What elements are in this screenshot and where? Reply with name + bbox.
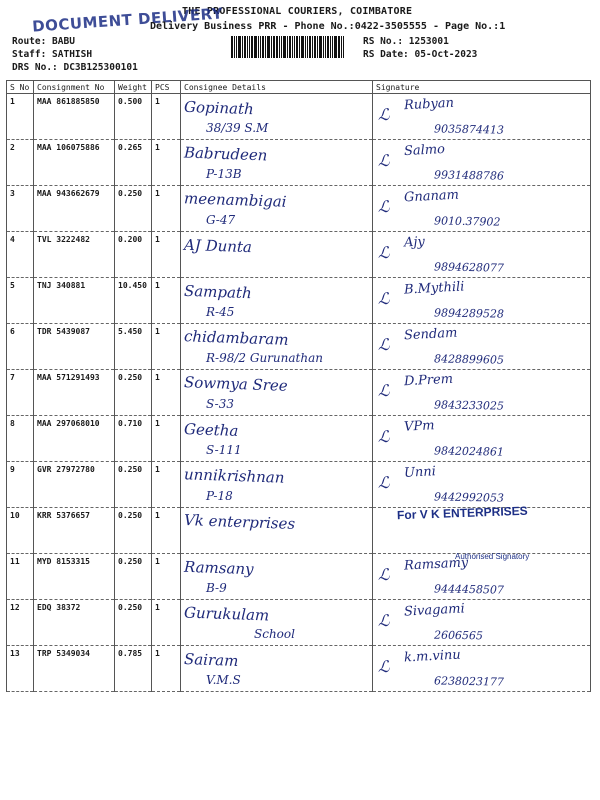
consignee-door-number: S-111: [206, 443, 242, 457]
table-row: [7, 646, 591, 692]
rs-date: RS Date: 05-Oct-2023: [363, 49, 478, 60]
weight-cell: 0.500: [115, 94, 152, 140]
consignee-door-number: 38/39 S.M: [206, 121, 269, 135]
signature-phone: 9894289528: [433, 306, 505, 321]
consignee-details-cell: [181, 646, 373, 692]
signature-mark-icon: ℒ: [378, 289, 390, 308]
consignee-details-cell: [181, 554, 373, 600]
signature-name: Unni: [403, 464, 437, 481]
consignment-number-cell: KRR 5376657: [34, 508, 115, 554]
consignee-name: unnikrishnan: [183, 465, 285, 487]
consignment-number-cell: TRP 5349034: [34, 646, 115, 692]
serial-number-cell: 13: [7, 646, 34, 692]
consignee-door-number: R-98/2 Gurunathan: [206, 351, 323, 365]
signature-cell: [373, 600, 591, 646]
signature-cell: [373, 416, 591, 462]
serial-number-cell: 4: [7, 232, 34, 278]
signature-phone: 2606565: [433, 628, 484, 643]
consignee-details-cell: [181, 324, 373, 370]
weight-cell: 0.250: [115, 508, 152, 554]
signature-name: Gnanam: [403, 187, 460, 206]
pcs-cell: 1: [152, 324, 181, 370]
table-row: [7, 370, 591, 416]
table-row: [7, 94, 591, 140]
consignee-door-number: School: [254, 627, 295, 641]
table-row: [7, 186, 591, 232]
signature-phone: 9035874413: [433, 122, 505, 137]
signature-mark-icon: ℒ: [378, 151, 390, 170]
rs-number: RS No.: 1253001: [363, 36, 449, 47]
signature-cell: [373, 324, 591, 370]
consignee-door-number: R-45: [206, 305, 235, 319]
serial-number-cell: 2: [7, 140, 34, 186]
pcs-cell: 1: [152, 232, 181, 278]
consignee-name: Sampath: [183, 281, 252, 303]
authorised-signatory-label: Authorised Signatory: [455, 552, 530, 561]
signature-cell: [373, 140, 591, 186]
signature-name: Rubyan: [403, 95, 455, 114]
signature-mark-icon: ℒ: [378, 611, 390, 630]
consignee-door-number: B-9: [206, 581, 227, 595]
weight-cell: 10.450: [115, 278, 152, 324]
pcs-cell: 1: [152, 508, 181, 554]
consignment-number-cell: TNJ 340881: [34, 278, 115, 324]
serial-number-cell: 8: [7, 416, 34, 462]
signature-name: k.m.vinu: [403, 647, 462, 666]
consignment-number-cell: TVL 3222482: [34, 232, 115, 278]
signature-cell: [373, 232, 591, 278]
consignment-number-cell: GVR 27972780: [34, 462, 115, 508]
pcs-cell: 1: [152, 554, 181, 600]
consignee-name: AJ Dunta: [183, 235, 253, 257]
signature-mark-icon: ℒ: [378, 565, 390, 584]
pcs-cell: 1: [152, 600, 181, 646]
signature-phone: 9931488786: [433, 168, 505, 183]
pcs-cell: 1: [152, 94, 181, 140]
column-header: Weight: [115, 81, 152, 94]
consignee-name: Gurukulam: [183, 603, 270, 625]
serial-number-cell: 5: [7, 278, 34, 324]
route-label: Route: BABU: [12, 36, 75, 47]
consignee-details-cell: [181, 278, 373, 324]
serial-number-cell: 12: [7, 600, 34, 646]
pcs-cell: 1: [152, 140, 181, 186]
consignment-number-cell: EDQ 38372: [34, 600, 115, 646]
serial-number-cell: 6: [7, 324, 34, 370]
weight-cell: 0.265: [115, 140, 152, 186]
weight-cell: 0.250: [115, 600, 152, 646]
column-header: Signature: [373, 81, 591, 94]
pcs-cell: 1: [152, 278, 181, 324]
consignee-door-number: G-47: [206, 213, 236, 227]
signature-phone: 6238023177: [433, 674, 505, 689]
signature-mark-icon: ℒ: [378, 197, 390, 216]
table-row: [7, 416, 591, 462]
delivery-table: [6, 80, 591, 692]
serial-number-cell: 10: [7, 508, 34, 554]
consignee-details-cell: [181, 416, 373, 462]
column-header: PCS: [152, 81, 181, 94]
weight-cell: 5.450: [115, 324, 152, 370]
table-row: [7, 600, 591, 646]
drs-number: DRS No.: DC3B125300101: [12, 62, 138, 73]
consignment-number-cell: MAA 297068010: [34, 416, 115, 462]
consignment-number-cell: MAA 861885850: [34, 94, 115, 140]
consignee-name: Sowmya Sree: [183, 373, 289, 395]
consignee-details-cell: [181, 140, 373, 186]
consignment-number-cell: TDR 5439087: [34, 324, 115, 370]
consignee-name: chidambaram: [183, 327, 289, 349]
weight-cell: 0.200: [115, 232, 152, 278]
table-row: [7, 232, 591, 278]
consignee-name: Ramsany: [183, 557, 254, 579]
signature-name: Ramsamy: [403, 555, 469, 574]
consignment-number-cell: MAA 943662679: [34, 186, 115, 232]
barcode-icon: [231, 36, 356, 58]
consignment-number-cell: MAA 106075886: [34, 140, 115, 186]
document-delivery-stamp: DOCUMENT DELIVERY: [31, 4, 224, 36]
consignee-name: meenambigai: [183, 189, 287, 211]
consignee-details-cell: [181, 600, 373, 646]
header-info-line: Delivery Business PRR - Phone No.:0422-3505555 - Page No.:1: [150, 21, 506, 32]
signature-phone: 9843233025: [433, 398, 505, 413]
consignee-name: Sairam: [183, 650, 239, 670]
signature-cell: [373, 94, 591, 140]
consignee-name: Geetha: [183, 420, 239, 440]
signature-name: D.Prem: [403, 371, 454, 390]
serial-number-cell: 1: [7, 94, 34, 140]
document-title: THE PROFESSIONAL COURIERS, COIMBATORE: [182, 6, 413, 17]
signature-cell: [373, 186, 591, 232]
consignee-details-cell: [181, 370, 373, 416]
signature-phone: 8428899605: [433, 352, 505, 367]
weight-cell: 0.710: [115, 416, 152, 462]
signature-phone: 9442992053: [433, 490, 505, 505]
pcs-cell: 1: [152, 370, 181, 416]
signature-mark-icon: ℒ: [378, 657, 390, 676]
signature-phone: 9444458507: [433, 582, 505, 597]
weight-cell: 0.250: [115, 186, 152, 232]
weight-cell: 0.250: [115, 554, 152, 600]
signature-mark-icon: ℒ: [378, 243, 390, 262]
consignee-door-number: S-33: [206, 397, 234, 411]
vk-enterprises-stamp: For V K ENTERPRISES: [396, 503, 528, 523]
table-row: [7, 140, 591, 186]
consignee-door-number: P-13B: [206, 167, 242, 181]
consignee-details-cell: [181, 232, 373, 278]
signature-mark-icon: ℒ: [378, 381, 390, 400]
consignee-details-cell: [181, 508, 373, 554]
signature-name: B.Mythili: [403, 279, 465, 298]
signature-cell: [373, 370, 591, 416]
signature-cell: [373, 646, 591, 692]
signature-mark-icon: ℒ: [378, 427, 390, 446]
table-row: [7, 462, 591, 508]
pcs-cell: 1: [152, 186, 181, 232]
consignee-door-number: P-18: [206, 489, 233, 503]
signature-mark-icon: ℒ: [378, 335, 390, 354]
table-row: [7, 324, 591, 370]
consignee-door-number: V.M.S: [206, 673, 241, 687]
serial-number-cell: 11: [7, 554, 34, 600]
column-header: Consignee Details: [181, 81, 373, 94]
signature-cell: [373, 462, 591, 508]
consignment-number-cell: MAA 571291493: [34, 370, 115, 416]
consignee-name: Babrudeen: [183, 143, 268, 165]
serial-number-cell: 3: [7, 186, 34, 232]
consignee-name: Vk enterprises: [183, 511, 296, 533]
weight-cell: 0.250: [115, 370, 152, 416]
pcs-cell: 1: [152, 462, 181, 508]
signature-mark-icon: ℒ: [378, 105, 390, 124]
consignee-details-cell: [181, 462, 373, 508]
consignee-details-cell: [181, 94, 373, 140]
serial-number-cell: 9: [7, 462, 34, 508]
table-header-row: [7, 81, 591, 94]
pcs-cell: 1: [152, 416, 181, 462]
pcs-cell: 1: [152, 646, 181, 692]
column-header: S No: [7, 81, 34, 94]
signature-name: Sendam: [403, 325, 458, 344]
signature-name: Sivagami: [403, 601, 466, 620]
serial-number-cell: 7: [7, 370, 34, 416]
weight-cell: 0.785: [115, 646, 152, 692]
table-row: [7, 278, 591, 324]
signature-phone: 9010.37902: [433, 214, 501, 229]
signature-phone: 9894628077: [433, 260, 505, 275]
signature-name: Salmo: [403, 141, 446, 160]
signature-name: VPm: [403, 418, 435, 435]
signature-phone: 9842024861: [433, 444, 505, 459]
signature-mark-icon: ℒ: [378, 473, 390, 492]
consignee-details-cell: [181, 186, 373, 232]
signature-name: Ajy: [403, 234, 426, 251]
column-header: Consignment No: [34, 81, 115, 94]
consignee-name: Gopinath: [183, 97, 255, 119]
consignment-number-cell: MYD 8153315: [34, 554, 115, 600]
staff-label: Staff: SATHISH: [12, 49, 93, 60]
signature-cell: [373, 278, 591, 324]
weight-cell: 0.250: [115, 462, 152, 508]
